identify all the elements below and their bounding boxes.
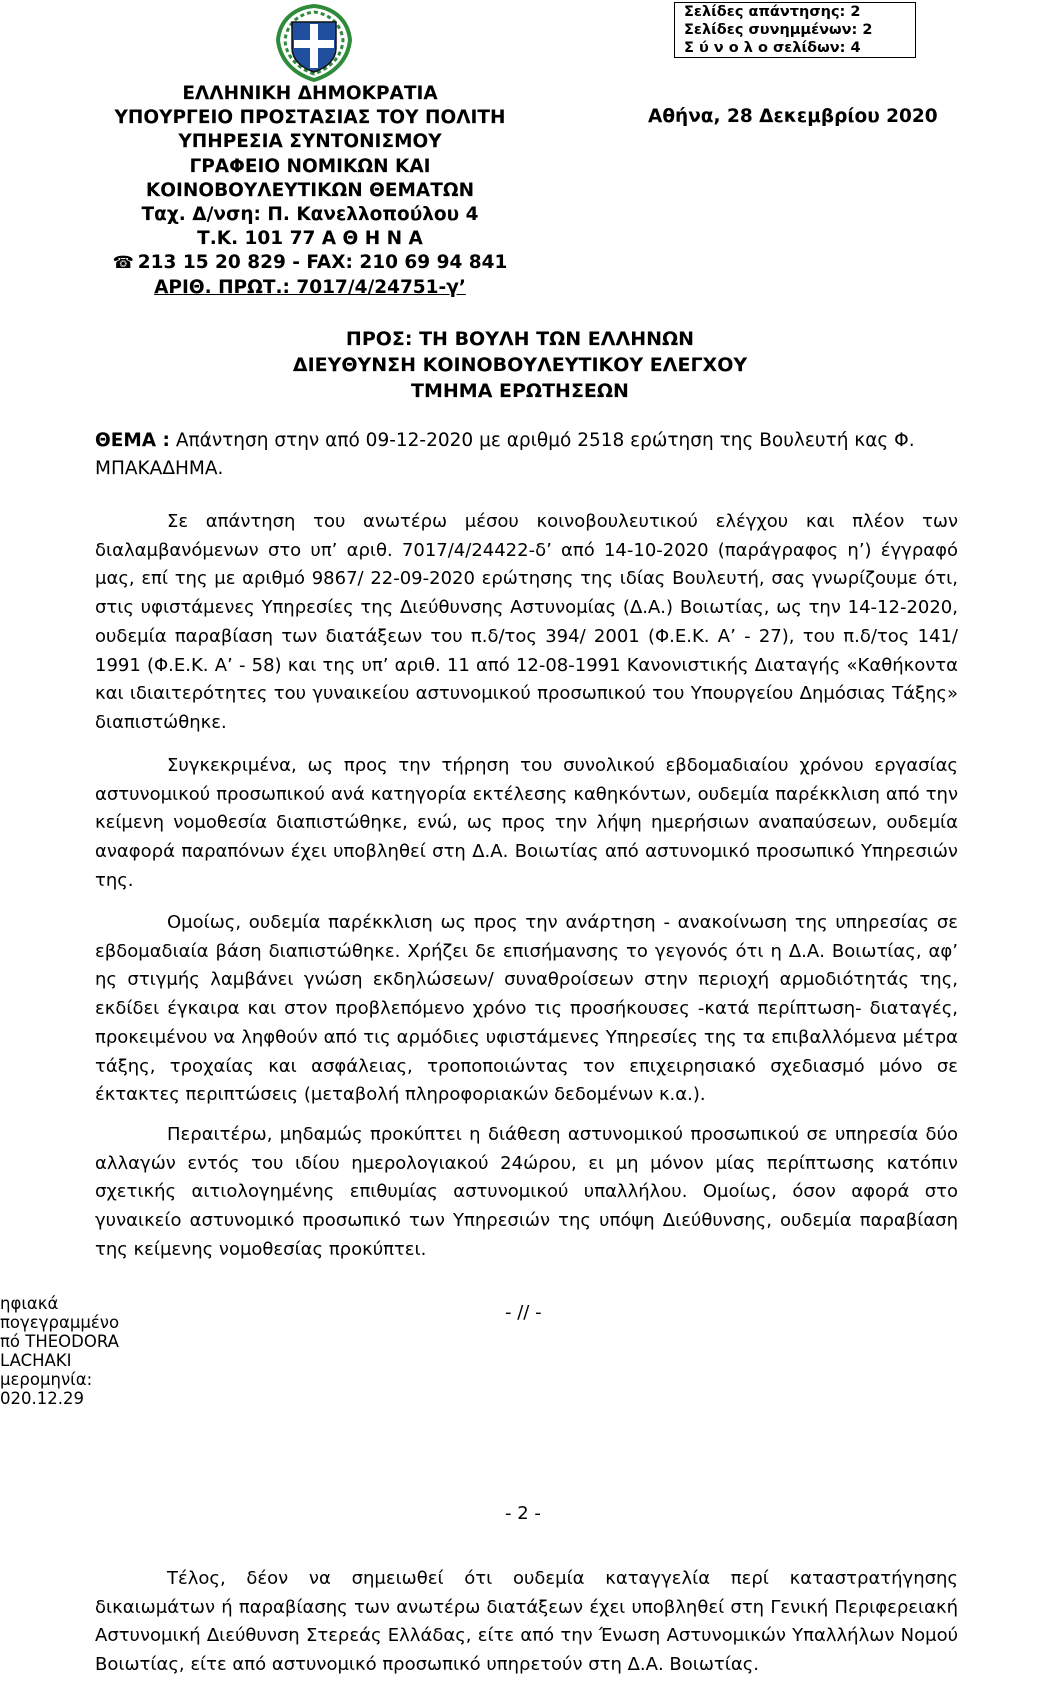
page-count-box — [674, 2, 916, 58]
continuation-mark: - // - — [505, 1302, 542, 1323]
header-line: ΥΠΗΡΕΣΙΑ ΣΥΝΤΟΝΙΣΜΟΥ — [178, 131, 442, 153]
pages-reply-line: Σελίδες απάντησης: 2 — [684, 4, 861, 20]
signature-line: πογεγραμμένο — [0, 1313, 120, 1332]
pages-attached-line: Σελίδες συνημμένων: 2 — [684, 22, 873, 38]
header-line: Ταχ. Δ/νση: Π. Κανελλοπούλου 4 — [141, 204, 479, 226]
phone-fax-text: 213 15 20 829 - FAX: 210 69 94 841 — [137, 252, 508, 274]
body-paragraph — [95, 909, 958, 1110]
signature-line: πό THEODORA — [0, 1332, 119, 1351]
greek-coat-of-arms-emblem — [270, 2, 358, 84]
header-line: ΕΛΛΗΝΙΚΗ ΔΗΜΟΚΡΑΤΙΑ — [182, 83, 438, 104]
header-line: ΚΟΙΝΟΒΟΥΛΕΥΤΙΚΩΝ ΘΕΜΑΤΩΝ — [145, 179, 475, 201]
header-line: ΥΠΟΥΡΓΕΙΟ ΠΡΟΣΤΑΣΙΑΣ ΤΟΥ ΠΟΛΙΤΗ — [114, 107, 506, 129]
coat-of-arms-icon — [270, 2, 358, 84]
protocol-number: ΑΡΙΘ. ΠΡΩΤ.: 7017/4/24751-γ’ — [154, 276, 466, 298]
body-paragraph — [95, 752, 958, 896]
recipient-line: ΔΙΕΥΘΥΝΣΗ ΚΟΙΝΟΒΟΥΛΕΥΤΙΚΟΥ ΕΛΕΓΧΟΥ — [292, 354, 748, 376]
recipient-line: ΠΡΟΣ: ΤΗ ΒΟΥΛΗ ΤΩΝ ΕΛΛΗΝΩΝ — [345, 328, 695, 350]
paragraph-text: Ομοίως, ουδεμία παρέκκλιση ως προς την ανάρτηση - ανακοίνωση της υπηρεσίας σε εβδομαδιαία βάση διαπιστώθηκε. Χρήζει δε επισήμανσης το γεγονός ότι η Δ.Α. Βοιωτίας, αφ’ ης στιγμής λαμβάνει γνώση εκδηλώσεων/ συναθροίσεων στην περιοχή αρμοδιότητάς της, εκδίδει έγκαιρα και στον προβλεπόμενο χρόνο τις προσήκουσες -κατά περίπτωση- διαταγές, προκειμένου να ληφθούν από τις αρμόδιες υφιστάμενες Υπηρεσίες της τα επιβαλλόμενα μέτρα τάξης, τροχαίας και ασφάλειας, τροποποιώντας τον επιχειρησιακό σχεδιασμό μόνο σε έκτακτες περιπτώσεις (μεταβολή πληροφοριακών δεδομένων κ.α.). — [95, 912, 958, 1106]
page2-paragraph — [95, 1565, 958, 1680]
digital-signature — [0, 1294, 119, 1408]
phone-fax-line — [100, 251, 520, 275]
recipient-block — [220, 326, 820, 404]
header-line: Τ.Κ. 101 77 Α Θ Η Ν Α — [197, 228, 423, 250]
sender-header — [100, 82, 520, 300]
signature-line: LACHAKI — [0, 1351, 72, 1370]
paragraph-text: Τέλος, δέον να σημειωθεί ότι ουδεμία καταγγελία περί καταστρατήγησης δικαιωμάτων ή παραβίασης των ανωτέρω διατάξεων έχει υποβληθεί στη Γενική Περιφερειακή Αστυνομική Διεύθυνση Στερεάς Ελλάδας, είτε από την Ένωση Αστυνομικών Υπαλλήλων Νομού Βοιωτίας, είτε από αστυνομικό προσωπικό υπηρετούν στη Δ.Α. Βοιωτίας. — [95, 1568, 958, 1676]
paragraph-text: Σε απάντηση του ανωτέρω μέσου κοινοβουλευτικού ελέγχου και πλέον των διαλαμβανόμενων στο υπ’ αριθ. 7017/4/24422-δ’ από 14-10-2020 (παράγραφος η’) έγγραφό μας, επί της με αριθμό 9867/ 22-09-2020 ερώτησης της ιδίας Βουλευτή, σας γνωρίζουμε ότι, στις υφιστάμενες Υπηρεσίες της Διεύθυνσης Αστυνομίας (Δ.Α.) Βοιωτίας, ως την 14-12-2020, ουδεμία παραβίαση των διατάξεων του π.δ/τος 394/ 2001 (Φ.Ε.Κ. Α’ - 27), του π.δ/τος 141/ 1991 (Φ.Ε.Κ. Α’ - 58) και της υπ’ αριθ. 11 από 12-08-1991 Κανονιστικής Διαταγής «Καθήκοντα και ιδιαιτερότητες του γυναικείου αστυνομικού προσωπικού του Υπουργείου Δημόσιας Τάξης» διαπιστώθηκε. — [95, 511, 958, 733]
subject-text: Απάντηση στην από 09-12-2020 με αριθμό 2518 ερώτηση της Βουλευτή κας Φ. ΜΠΑΚΑΔΗΜΑ. — [95, 430, 915, 479]
pages-total-line: Σ ύ ν ο λ ο σελίδων: 4 — [684, 40, 861, 56]
signature-line: 020.12.29 — [0, 1389, 84, 1408]
telephone-icon: ☎ — [112, 253, 134, 274]
header-line: ΓΡΑΦΕΙΟ ΝΟΜΙΚΩΝ ΚΑΙ — [189, 155, 431, 177]
page-number: - 2 - — [505, 1503, 541, 1524]
subject-label: ΘΕΜΑ : — [95, 430, 170, 451]
subject-block — [95, 427, 950, 483]
body-paragraph — [95, 1121, 958, 1265]
signature-line: ηφιακά — [0, 1294, 59, 1313]
paragraph-text: Περαιτέρω, μηδαμώς προκύπτει η διάθεση αστυνομικού προσωπικού σε υπηρεσία δύο αλλαγών εντός του ιδίου ημερολογιακού 24ώρου, ει μη μόνον μίας περίπτωσης κατόπιν σχετικής αιτιολογημένης επιθυμίας αστυνομικού υπαλλήλου. Ομοίως, όσον αφορά στο γυναικείο αστυνομικό προσωπικό των Υπηρεσιών της υπόψη Διεύθυνσης, ουδεμία παραβίαση της κείμενης νομοθεσίας προκύπτει. — [95, 1124, 958, 1260]
recipient-line: ΤΜΗΜΑ ΕΡΩΤΗΣΕΩΝ — [411, 380, 629, 402]
paragraph-text: Συγκεκριμένα, ως προς την τήρηση του συνολικού εβδομαδιαίου χρόνου εργασίας αστυνομικού προσωπικού ανά κατηγορία εκτέλεσης καθηκόντων, ουδεμία παρέκκλιση από την κείμενη νομοθεσία διαπιστώθηκε, ενώ, ως προς την λήψη ημερήσιων αναπαύσεων, ουδεμία αναφορά παραπόνων έχει υποβληθεί στη Δ.Α. Βοιωτίας από αστυνομικό προσωπικό Υπηρεσιών της. — [95, 755, 958, 891]
body-paragraph — [95, 508, 958, 738]
document-date: Αθήνα, 28 Δεκεμβρίου 2020 — [648, 106, 938, 127]
signature-line: μερομηνία: — [0, 1370, 93, 1389]
